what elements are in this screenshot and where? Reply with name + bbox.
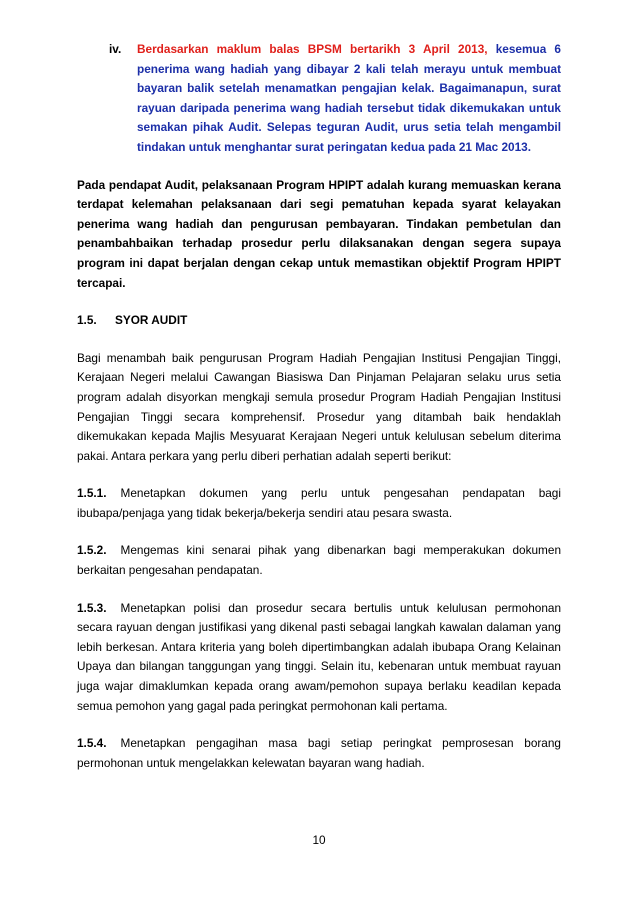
recommendation-number: 1.5.1. bbox=[77, 486, 107, 501]
section-number: 1.5. bbox=[77, 313, 97, 328]
recommendation-text: Menetapkan pengagihan masa bagi setiap peringkat pemprosesan borang permohonan untuk mengelakkan kelewatan bayaran wang hadiah. bbox=[77, 736, 561, 770]
list-item-iv bbox=[109, 40, 561, 158]
recommendation-2 bbox=[77, 541, 561, 580]
recommendation-1 bbox=[77, 484, 561, 523]
recommendation-number: 1.5.4. bbox=[77, 736, 107, 751]
section-heading bbox=[77, 311, 561, 331]
recommendation-text: Mengemas kini senarai pihak yang dibenarkan bagi memperakukan dokumen berkaitan pengesahan pendapatan. bbox=[77, 543, 561, 578]
recommendation-3 bbox=[77, 599, 561, 717]
recommendation-number: 1.5.2. bbox=[77, 543, 107, 558]
page-number: 10 bbox=[312, 833, 326, 847]
audit-opinion-paragraph: Pada pendapat Audit, pelaksanaan Program HPIPT adalah kurang memuaskan kerana terdapat kelemahan pelaksanaan dari segi pematuhan kepada syarat kelayakan penerima wang hadiah dan pengurusan pembayaran. Tindakan pembetulan dan penambahbaikan terhadap prosedur perlu dilaksanakan dengan segera supaya program ini dapat berjalan dengan cekap untuk memastikan objektif Program HPIPT tercapai. bbox=[77, 177, 561, 290]
intro-paragraph: Bagi menambah baik pengurusan Program Hadiah Pengajian Institusi Pengajian Tinggi, Kerajaan Negeri melalui Cawangan Biasiswa Dan Pinjaman Pelajaran selaku urus setia program adalah disyorkan mengkaji semula prosedur Program Hadiah Pengajian Institusi Pengajian Tinggi secara komprehensif. Prosedur yang ditambah baik hendaklah dikemukakan kepada Majlis Mesyuarat Kerajaan Negeri untuk kelulusan sebelum diterima pakai. Antara perkara yang perlu diberi perhatian adalah seperti berikut: bbox=[77, 350, 561, 463]
recommendation-4 bbox=[77, 734, 561, 773]
item-iv-text bbox=[137, 40, 561, 158]
item-iv-blue-text: kesemua 6 penerima wang hadiah yang dibayar 2 kali telah merayu untuk membuat bayaran balik setelah menamatkan pengajian kelak. Bagaimanapun, surat rayuan daripada penerima wang hadiah tersebut tidak dikemukakan untuk semakan pihak Audit. Selepas teguran Audit, urus setia telah mengambil tindakan untuk menghantar surat peringatan kedua pada 21 Mac 2013. bbox=[137, 42, 561, 154]
list-marker: iv. bbox=[109, 42, 122, 56]
document-page bbox=[77, 40, 561, 773]
recommendation-text: Menetapkan dokumen yang perlu untuk pengesahan pendapatan bagi ibubapa/penjaga yang tidak bekerja/bekerja sendiri atau pesara swasta. bbox=[77, 486, 561, 520]
item-iv-red-text: Berdasarkan maklum balas BPSM bertarikh 3 April 2013, bbox=[137, 42, 488, 56]
recommendation-number: 1.5.3. bbox=[77, 600, 107, 615]
recommendation-text: Menetapkan polisi dan prosedur secara bertulis untuk kelulusan permohonan secara rayuan dengan justifikasi yang dikenal pasti sebagai langkah kawalan dalaman yang lebih berkesan. Antara kriteria yang boleh dipertimbangkan adalah ibubapa Orang Kelainan Upaya dan bilangan tanggungan yang tinggi. Selain itu, kebenaran untuk membuat rayuan juga wajar dimaklumkan kepada orang awam/pemohon supaya berlaku keadilan kepada semua pemohon yang gagal pada peringkat permohonan kali pertama. bbox=[77, 600, 561, 713]
section-title: SYOR AUDIT bbox=[115, 313, 188, 328]
